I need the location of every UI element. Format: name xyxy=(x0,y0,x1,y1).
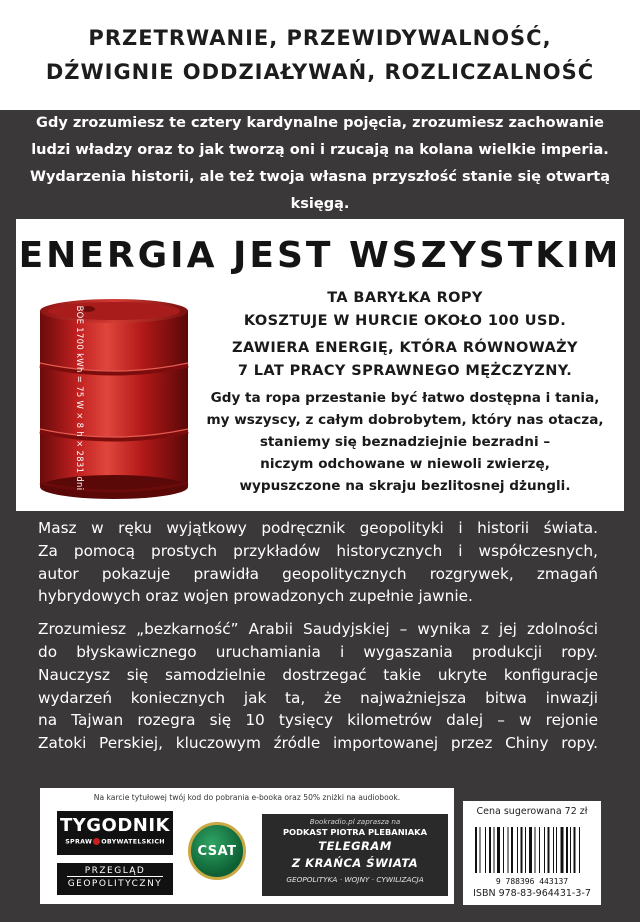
barrel-claims xyxy=(186,287,624,497)
header-band xyxy=(0,0,640,110)
description-line: Zatoki Perskiej, kluczowym źródle importowanej przez Chiny ropy. xyxy=(38,734,598,753)
csat-label: CSAT xyxy=(197,843,237,859)
energy-paragraph-line: my wszyscy, z całym dobrobytem, który nas otacza, xyxy=(206,412,604,428)
przeglad-line-2: GEOPOLITYCZNY xyxy=(67,879,163,889)
podcast-name: PODKAST PIOTRA PLEBANIAKA xyxy=(282,827,428,837)
description-line: Za pomocą prostych przykładów historycznych i współczesnych, xyxy=(38,541,598,560)
energy-headline: ENERGIA JEST WSZYSTKIM xyxy=(18,235,622,276)
intro-line: Wydarzenia historii, ale też twoja własna przyszłość stanie się otwartą księgą. xyxy=(29,169,610,212)
suggested-price: Cena sugerowana 72 zł xyxy=(476,806,588,817)
claim-line: TA BARYŁKA ROPY xyxy=(327,290,483,306)
tygodnik-subtitle: SPRAW OBYWATELSKICH xyxy=(65,838,165,846)
oil-barrel-image xyxy=(36,297,192,505)
energy-paragraph-line: niczym odchowane w niewoli zwierzę, xyxy=(260,456,550,472)
podcast-pre: Bookradio.pl zaprasza na xyxy=(309,817,401,826)
description-text xyxy=(38,517,598,755)
podcast-title-2: Z KRAŃCA ŚWIATA xyxy=(291,856,419,870)
description-line: do błyskawicznego uruchamiania i wygaszania produkcji ropy. xyxy=(38,642,598,661)
description-line: na Tajwan rozegra się 10 tysięcy kilometrów dalej – w rejonie xyxy=(38,711,598,730)
intro-line: ludzi władzy oraz to jak tworzą oni i rzucają na kolana wielkie imperia. xyxy=(31,142,609,158)
description-line: Nauczysz się samodzielnie dostrzegać takie ukryte konfiguracje xyxy=(38,665,598,684)
barrel-caption: BOE 1700 kWh = 75 W × 8 h × 2831 dni xyxy=(74,305,84,491)
przeglad-line-1: PRZEGLĄD xyxy=(67,863,163,877)
intro-block xyxy=(0,110,640,218)
barcode-box xyxy=(463,801,601,905)
description-paragraph-2 xyxy=(38,618,598,755)
description-line: Zrozumiesz „bezkarność” Arabii Saudyjskiej – wynika z jej zdolności xyxy=(38,620,598,639)
energy-paragraph-line: wypuszczone na skraju bezlitosnej dżungli. xyxy=(239,478,571,494)
intro-line: Gdy zrozumiesz te cztery kardynalne pojęcia, zrozumiesz zachowanie xyxy=(36,115,604,131)
tygodnik-title: TYGODNIK xyxy=(59,815,171,836)
ebook-note: Na karcie tytułowej twój kod do pobrania e-booka oraz 50% zniżki na audiobook. xyxy=(93,793,401,802)
podcast-title-1: TELEGRAM xyxy=(318,839,392,853)
header-line-2: DŹWIGNIE ODDZIAŁYWAŃ, ROZLICZALNOŚĆ xyxy=(45,60,595,84)
energy-box xyxy=(16,219,624,511)
przeglad-logo xyxy=(57,863,173,895)
claim-line: KOSZTUJE W HURCIE OKOŁO 100 USD. xyxy=(243,313,567,329)
description-line: autor pokazuje prawidła geopolitycznych rozgrywek, zmagań xyxy=(38,564,598,583)
isbn: ISBN 978-83-964431-3-7 xyxy=(473,888,591,899)
energy-paragraph-line: Gdy ta ropa przestanie być łatwo dostępna i tania, xyxy=(210,390,600,406)
description-line: Masz w ręku wyjątkowy podręcznik geopolityki i historii świata. xyxy=(38,519,598,537)
podcast-banner xyxy=(262,814,448,896)
description-paragraph-1 xyxy=(38,517,598,608)
tygodnik-logo xyxy=(57,811,173,855)
barcode-image xyxy=(469,827,595,887)
claim-line: ZAWIERA ENERGIĘ, KTÓRA RÓWNOWAŻY xyxy=(232,340,578,356)
header-line-1: PRZETRWANIE, PRZEWIDYWALNOŚĆ, xyxy=(88,26,552,50)
partners-strip xyxy=(40,788,454,904)
description-line: hybrydowych oraz wojen prowadzonych zupełnie jawnie. xyxy=(38,587,473,606)
description-line: wydarzeń koniecznych jak ta, że najważniejsza bitwa inwazji xyxy=(38,688,598,707)
energy-paragraph-line: staniemy się beznadziejnie bezradni – xyxy=(259,434,551,450)
claim-line: 7 LAT PRACY SPRAWNEGO MĘŻCZYZNY. xyxy=(237,363,573,379)
podcast-tags: GEOPOLITYKA · WOJNY · CYWILIZACJA xyxy=(286,875,424,884)
csat-logo xyxy=(188,822,246,880)
barcode-digits: 9 788396 443137 xyxy=(495,877,569,886)
